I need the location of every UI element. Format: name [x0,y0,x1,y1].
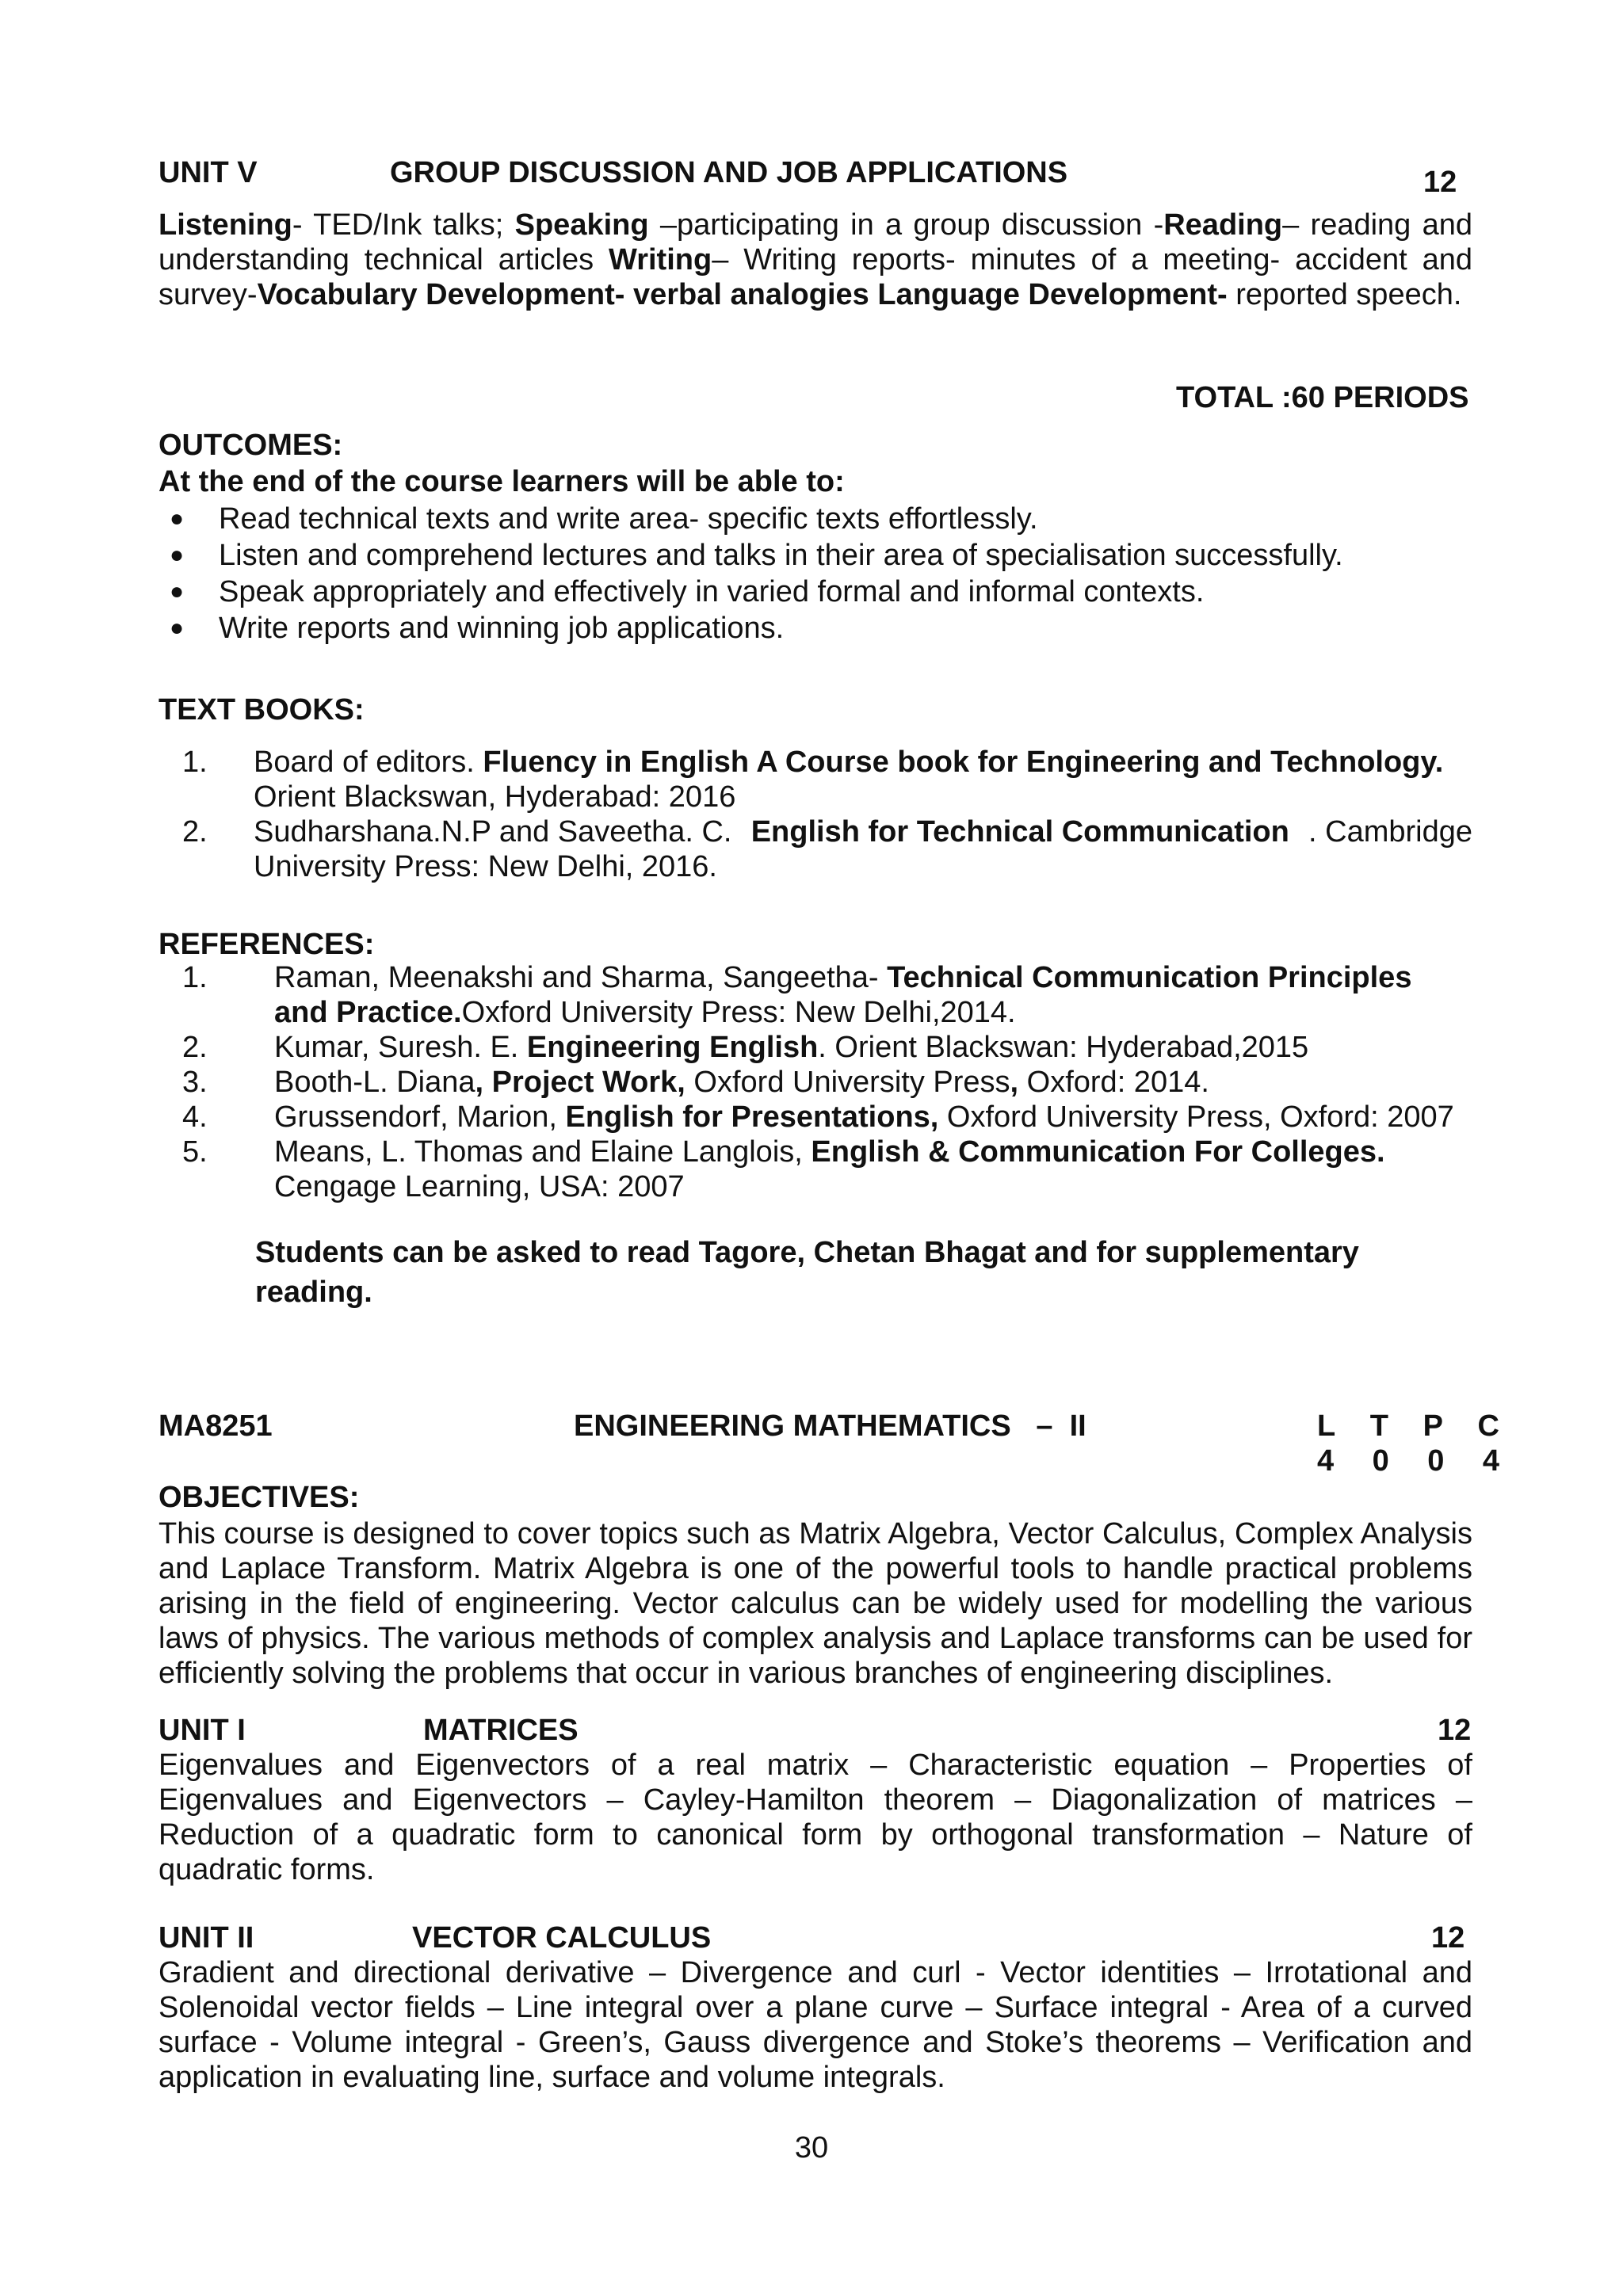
unit5-seg: Vocabulary Development- verbal analogies Language Development- [257,278,1228,311]
ltpc-value: 0 [1372,1444,1389,1478]
objectives-text: This course is designed to cover topics such as Matrix Algebra, Vector Calculus, Complex Analysis and Laplace Transform. Matrix Algebra is one of the powerful tools to handle practical problems arising in the field of engineering. Vector calculus can be widely used for modelling the various laws of physics. The various methods of complex analysis and Laplace transforms can be used for efficiently solving the problems that occur in various branches of engineering disciplines. [158,1517,1472,1690]
unit5-seg: Writing [609,243,712,277]
outcomes-list [158,501,1472,646]
ltpc-letter: L [1317,1409,1336,1443]
ltpc-value: 4 [1482,1444,1499,1478]
ltpc-values [1317,1444,1499,1478]
bullet-icon: ● [170,542,185,568]
reference-line: Cengage Learning, USA: 2007 [274,1170,685,1203]
unit1-label: UNIT I [158,1714,246,1747]
textbook-number: 1. [182,746,208,779]
reference-line: Means, L. Thomas and Elaine Langlois, English & Communication For Colleges. [274,1135,1385,1169]
unit5-label: UNIT V [158,156,258,189]
reference-item [158,1135,1472,1204]
ltpc-letter: C [1477,1409,1499,1443]
list-item [158,537,1472,574]
list-item [158,574,1472,610]
outcome-text: Speak appropriately and effectively in varied formal and informal contexts. [219,575,1205,608]
supplementary-note [255,1233,1472,1312]
reference-number: 3. [182,1066,208,1099]
reference-line: Kumar, Suresh. E. Engineering English. Orient Blackswan: Hyderabad,2015 [274,1031,1309,1064]
ltpc-letter: T [1369,1409,1389,1443]
unit2-label: UNIT II [158,1921,254,1955]
textbook-line: Orient Blackswan, Hyderabad: 2016 [254,780,736,814]
note-line: reading. [255,1276,372,1309]
references-heading: REFERENCES: [158,928,375,961]
unit5-seg: – reading and understanding technical articles [158,208,1472,277]
textbook-item [158,814,1472,884]
unit5-seg: Reading [1163,208,1283,242]
reference-number: 1. [182,961,208,994]
outcome-text: Write reports and winning job applications. [219,612,785,645]
outcomes-heading: OUTCOMES: [158,429,343,462]
reference-item [158,1030,1472,1065]
note-line: Students can be asked to read Tagore, Chetan Bhagat and for supplementary [255,1236,1359,1269]
objectives-heading: OBJECTIVES: [158,1481,360,1514]
bullet-icon: ● [170,505,185,532]
unit2-text: Gradient and directional derivative – Divergence and curl - Vector identities – Irrotational and Solenoidal vector fields – Line integral over a plane curve – Surface integral - Area of a curved surface - Volume integral - Green’s, Gauss divergence and Stoke’s theorems – Verification and application in evaluating line, surface and volume integrals. [158,1956,1472,2094]
reference-number: 5. [182,1135,208,1169]
unit2-hours: 12 [1431,1921,1465,1955]
unit1-hours: 12 [1438,1714,1472,1747]
textbook-number: 2. [182,815,208,849]
list-item [158,501,1472,537]
unit5-hours: 12 [1423,166,1457,199]
textbook-line: University Press: New Delhi, 2016. [254,850,717,883]
unit5-seg: Speaking [514,208,649,242]
unit5-seg: Listening [158,208,292,242]
unit5-seg: –participating in a group discussion - [648,208,1164,242]
textbooks-list [158,745,1472,884]
page-number: 30 [794,2131,829,2164]
unit2-title: VECTOR CALCULUS [412,1921,712,1955]
references-list [158,960,1472,1204]
course-title: ENGINEERING MATHEMATICS – II [574,1409,1086,1443]
unit5-title: GROUP DISCUSSION AND JOB APPLICATIONS [390,156,1068,189]
textbook-line: Board of editors. Fluency in English A Course book for Engineering and Technology. [254,746,1444,779]
unit1-text: Eigenvalues and Eigenvectors of a real matrix – Characteristic equation – Properties of Eigenvalues and Eigenvectors – Cayley-Hamilton theorem – Diagonalization of matrices – Reduction of a quadratic form to canonical form by orthogonal transformation – Nature of quadratic forms. [158,1749,1472,1886]
bullet-icon: ● [170,615,185,641]
unit5-seg: reported speech. [1227,278,1462,311]
ltpc-value: 0 [1427,1444,1445,1478]
reference-line: Raman, Meenakshi and Sharma, Sangeetha- Technical Communication Principles [274,961,1412,994]
unit5-content [158,208,1472,312]
list-item [158,610,1472,646]
reference-item [158,1100,1472,1135]
reference-item [158,1065,1472,1100]
textbook-item [158,745,1472,814]
reference-number: 4. [182,1100,208,1134]
ltpc-value: 4 [1317,1444,1335,1478]
reference-line: Grussendorf, Marion, English for Presentations, Oxford University Press, Oxford: 2007 [274,1100,1454,1134]
ltpc-letters [1317,1409,1499,1444]
reference-item [158,960,1472,1030]
textbook-line: Sudharshana.N.P and Saveetha. C. English for Technical Communication . Cambridge [254,815,1472,849]
reference-line: and Practice.Oxford University Press: New Delhi,2014. [274,996,1016,1029]
course-code: MA8251 [158,1409,273,1443]
reference-number: 2. [182,1031,208,1064]
reference-line: Booth-L. Diana, Project Work, Oxford University Press, Oxford: 2014. [274,1066,1209,1099]
unit5-seg: – Writing reports- minutes of a meeting- accident and survey- [158,243,1472,311]
bullet-icon: ● [170,578,185,605]
outcome-text: Read technical texts and write area- specific texts effortlessly. [219,502,1038,536]
ltpc-letter: P [1423,1409,1443,1443]
unit5-seg: - TED/Ink talks; [292,208,515,242]
outcome-text: Listen and comprehend lectures and talks in their area of specialisation successfully. [219,539,1343,572]
textbooks-heading: TEXT BOOKS: [158,693,365,727]
outcomes-lead: At the end of the course learners will be able to: [158,465,845,498]
total-periods: TOTAL :60 PERIODS [1176,381,1469,414]
unit1-title: MATRICES [423,1714,579,1747]
